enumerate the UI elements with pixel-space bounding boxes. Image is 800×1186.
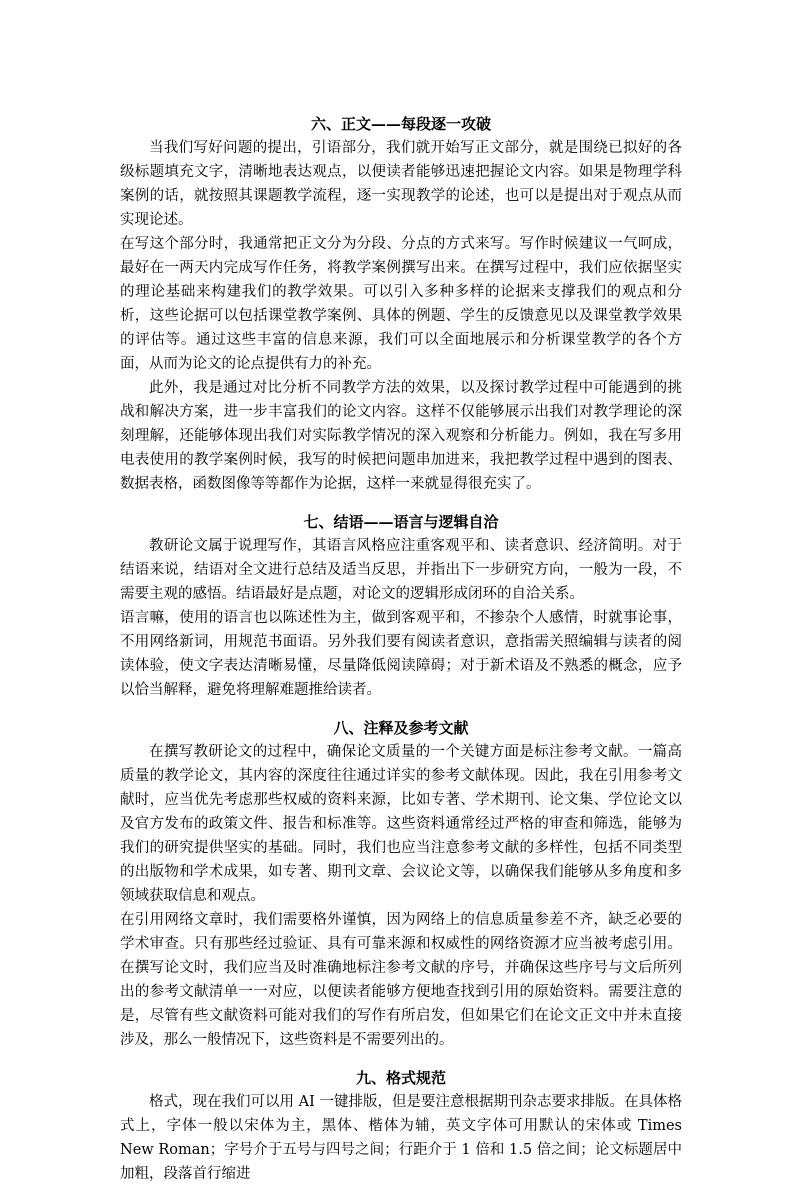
section-title: 九、格式规范 bbox=[355, 1069, 446, 1087]
paragraph: 此外，我是通过对比分析不同教学方法的效果，以及探讨教学过程中可能遇到的挑战和解决方案，进一步丰富我们的论文内容。这样不仅能够展示出我们对教学理论的深刻理解，还能够体现出我们对实际教学情况的深入观察和分析能力。例如，我在写多用电表使用的教学案例时候，我写的时候把问题串加进来，我把教学过程中遇到的图表、数据表格，函数图像等等都作为论据，这样一来就显得很充实了。 bbox=[120, 380, 682, 492]
section-title: 七、结语——语言与逻辑自洽 bbox=[303, 513, 499, 531]
document-body bbox=[120, 112, 682, 1186]
section-6 bbox=[120, 112, 682, 496]
section-8 bbox=[120, 716, 682, 1052]
section-title: 八、注释及参考文献 bbox=[333, 719, 469, 737]
paragraph: 当我们写好问题的提出，引语部分，我们就开始写正文部分，就是围绕已拟好的各级标题填充文字，清晰地表达观点，以便读者能够迅速把握论文内容。如果是物理学科案例的话，就按照其课题教学流程，逐一实现教学的论述，也可以是提出对于观点从而实现论述。 bbox=[120, 140, 682, 228]
paragraph: 在引用网络文章时，我们需要格外谨慎，因为网络上的信息质量参差不齐，缺乏必要的学术审查。只有那些经过验证、具有可靠来源和权威性的网络资源才应当被考虑引用。在撰写论文时，我们应当及时准确地标注参考文献的序号，并确保这些序号与文后所列出的参考文献清单一一对应，以便读者能够方便地查找到引用的原始资料。需要注意的是，尽管有些文献资料可能对我们的写作有所启发，但如果它们在论文正文中并未直接涉及，那么一般情况下，这些资料是不需要列出的。 bbox=[120, 912, 682, 1048]
paragraph: 教研论文属于说理写作，其语言风格应注重客观平和、读者意识、经济简明。对于结语来说，结语对全文进行总结及适当反思，并指出下一步研究方向，一般为一段，不需要主观的感悟。结语最好是点题，对论文的逻辑形成闭环的自洽关系。 bbox=[120, 538, 682, 602]
section-7 bbox=[120, 510, 682, 702]
paragraph: 格式，现在我们可以用 AI 一键排版，但是要注意根据期刊杂志要求排版。在具体格式上，字体一般以宋体为主，黑体、楷体为辅，英文字体可用默认的宋体或 Times New Roman；字号介于五号与四号之间；行距介于 1 倍和 1.5 倍之间；论文标题居中加粗，段落首行缩进 bbox=[120, 1094, 682, 1182]
paragraph: 在写这个部分时，我通常把正文分为分段、分点的方式来写。写作时候建议一气呵成，最好在一两天内完成写作任务，将教学案例撰写出来。在撰写过程中，我们应依据坚实的理论基础来构建我们的教学效果。可以引入多种多样的论据来支撑我们的观点和分析，这些论据可以包括课堂教学案例、具体的例题、学生的反馈意见以及课堂教学效果的评估等。通过这些丰富的信息来源，我们可以全面地展示和分析课堂教学的各个方面，从而为论文的论点提供有力的补充。 bbox=[120, 236, 682, 372]
section-9 bbox=[120, 1066, 682, 1186]
paragraph: 在撰写教研论文的过程中，确保论文质量的一个关键方面是标注参考文献。一篇高质量的教学论文，其内容的深度往往通过详实的参考文献体现。因此，我在引用参考文献时，应当优先考虑那些权威的资料来源，比如专著、学术期刊、论文集、学位论文以及官方发布的政策文件、报告和标准等。这些资料通常经过严格的审查和筛选，能够为我们的研究提供坚实的基础。同时，我们也应当注意参考文献的多样性，包括不同类型的出版物和学术成果，如专著、期刊文章、会议论文等，以确保我们能够从多角度和多领域获取信息和观点。 bbox=[120, 744, 682, 904]
section-title: 六、正文——每段逐一攻破 bbox=[310, 115, 491, 133]
paragraph: 语言嘛，使用的语言也以陈述性为主，做到客观平和，不掺杂个人感情，时就事论事，不用网络新词，用规范书面语。另外我们要有阅读者意识，意指需关照编辑与读者的阅读体验，使文字表达清晰易懂，尽量降低阅读障碍；对于新术语及不熟悉的概念，应予以恰当解释，避免将理解难题推给读者。 bbox=[120, 610, 682, 698]
